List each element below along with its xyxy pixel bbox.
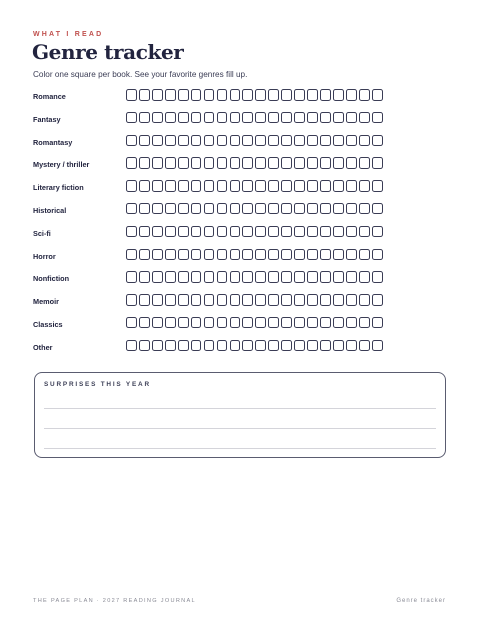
book-square[interactable] [255, 271, 266, 283]
book-square[interactable] [165, 271, 176, 283]
book-square[interactable] [242, 249, 253, 261]
book-square[interactable] [178, 340, 189, 352]
book-square[interactable] [204, 317, 215, 329]
book-square[interactable] [359, 249, 370, 261]
genre-row [33, 317, 413, 340]
book-square[interactable] [320, 271, 331, 283]
book-square[interactable] [372, 89, 383, 101]
book-square[interactable] [255, 226, 266, 238]
book-square[interactable] [165, 112, 176, 124]
book-square[interactable] [230, 317, 241, 329]
page-subtitle: Color one square per book. See your favorite genres fill up. [33, 70, 248, 79]
book-square[interactable] [294, 226, 305, 238]
book-square[interactable] [152, 203, 163, 215]
book-square[interactable] [191, 135, 202, 147]
book-square[interactable] [281, 180, 292, 192]
book-square[interactable] [281, 112, 292, 124]
book-square[interactable] [139, 317, 150, 329]
book-square[interactable] [191, 226, 202, 238]
book-squares [126, 203, 383, 215]
book-square[interactable] [204, 249, 215, 261]
book-square[interactable] [255, 249, 266, 261]
book-square[interactable] [126, 112, 137, 124]
book-square[interactable] [178, 249, 189, 261]
book-square[interactable] [139, 112, 150, 124]
book-square[interactable] [191, 112, 202, 124]
book-square[interactable] [126, 271, 137, 283]
book-square[interactable] [139, 89, 150, 101]
book-square[interactable] [242, 89, 253, 101]
book-square[interactable] [281, 271, 292, 283]
book-square[interactable] [320, 89, 331, 101]
book-square[interactable] [333, 294, 344, 306]
book-square[interactable] [268, 249, 279, 261]
book-square[interactable] [359, 89, 370, 101]
book-square[interactable] [255, 112, 266, 124]
genre-row [33, 89, 413, 112]
book-square[interactable] [204, 294, 215, 306]
book-square[interactable] [268, 317, 279, 329]
book-square[interactable] [320, 135, 331, 147]
book-square[interactable] [255, 317, 266, 329]
book-square[interactable] [230, 340, 241, 352]
book-square[interactable] [217, 340, 228, 352]
book-square[interactable] [320, 203, 331, 215]
book-square[interactable] [126, 317, 137, 329]
book-square[interactable] [217, 317, 228, 329]
book-square[interactable] [204, 226, 215, 238]
book-square[interactable] [191, 294, 202, 306]
book-squares [126, 226, 383, 238]
book-square[interactable] [346, 157, 357, 169]
genre-label: Other [33, 342, 53, 352]
genre-row [33, 249, 413, 272]
book-square[interactable] [126, 203, 137, 215]
book-square[interactable] [126, 180, 137, 192]
book-square[interactable] [204, 180, 215, 192]
book-square[interactable] [178, 112, 189, 124]
book-square[interactable] [217, 135, 228, 147]
book-square[interactable] [333, 180, 344, 192]
book-square[interactable] [307, 135, 318, 147]
book-square[interactable] [126, 135, 137, 147]
book-square[interactable] [178, 135, 189, 147]
book-square[interactable] [333, 89, 344, 101]
book-square[interactable] [204, 340, 215, 352]
book-square[interactable] [165, 89, 176, 101]
book-square[interactable] [217, 294, 228, 306]
footer-journal-name: THE PAGE PLAN · 2027 READING JOURNAL [33, 598, 196, 604]
book-square[interactable] [281, 203, 292, 215]
book-square[interactable] [333, 271, 344, 283]
book-square[interactable] [152, 112, 163, 124]
genre-row [33, 157, 413, 180]
book-square[interactable] [320, 294, 331, 306]
book-square[interactable] [165, 180, 176, 192]
genre-row [33, 294, 413, 317]
book-square[interactable] [230, 157, 241, 169]
book-square[interactable] [372, 271, 383, 283]
book-square[interactable] [294, 89, 305, 101]
book-square[interactable] [165, 317, 176, 329]
book-square[interactable] [359, 317, 370, 329]
book-square[interactable] [152, 157, 163, 169]
book-square[interactable] [217, 271, 228, 283]
book-square[interactable] [139, 157, 150, 169]
book-square[interactable] [307, 294, 318, 306]
book-square[interactable] [320, 249, 331, 261]
book-square[interactable] [307, 340, 318, 352]
book-square[interactable] [230, 135, 241, 147]
book-square[interactable] [346, 180, 357, 192]
book-squares [126, 157, 383, 169]
book-square[interactable] [191, 271, 202, 283]
book-squares [126, 112, 383, 124]
book-square[interactable] [178, 180, 189, 192]
genre-row [33, 340, 413, 363]
book-square[interactable] [255, 340, 266, 352]
book-square[interactable] [307, 271, 318, 283]
book-square[interactable] [333, 135, 344, 147]
book-square[interactable] [281, 89, 292, 101]
book-square[interactable] [139, 226, 150, 238]
book-square[interactable] [191, 317, 202, 329]
book-square[interactable] [126, 340, 137, 352]
book-square[interactable] [268, 294, 279, 306]
book-square[interactable] [242, 317, 253, 329]
book-square[interactable] [152, 271, 163, 283]
book-square[interactable] [217, 249, 228, 261]
book-square[interactable] [268, 203, 279, 215]
book-square[interactable] [126, 249, 137, 261]
book-square[interactable] [217, 180, 228, 192]
book-square[interactable] [152, 180, 163, 192]
book-square[interactable] [320, 112, 331, 124]
book-square[interactable] [255, 203, 266, 215]
book-square[interactable] [230, 89, 241, 101]
book-square[interactable] [217, 226, 228, 238]
book-square[interactable] [320, 317, 331, 329]
book-square[interactable] [320, 226, 331, 238]
book-square[interactable] [359, 271, 370, 283]
book-square[interactable] [294, 294, 305, 306]
book-square[interactable] [242, 180, 253, 192]
book-square[interactable] [230, 226, 241, 238]
book-square[interactable] [139, 203, 150, 215]
genre-label: Classics [33, 319, 63, 329]
book-square[interactable] [126, 89, 137, 101]
book-square[interactable] [346, 271, 357, 283]
book-squares [126, 340, 383, 352]
book-square[interactable] [165, 294, 176, 306]
footer-page-name: Genre tracker [396, 598, 446, 604]
book-square[interactable] [346, 249, 357, 261]
book-square[interactable] [126, 157, 137, 169]
book-square[interactable] [165, 203, 176, 215]
book-square[interactable] [217, 89, 228, 101]
book-square[interactable] [333, 340, 344, 352]
book-square[interactable] [139, 271, 150, 283]
book-square[interactable] [281, 317, 292, 329]
book-square[interactable] [204, 271, 215, 283]
book-squares [126, 180, 383, 192]
writing-line[interactable] [44, 428, 436, 429]
book-square[interactable] [346, 203, 357, 215]
book-square[interactable] [268, 157, 279, 169]
book-square[interactable] [230, 249, 241, 261]
book-square[interactable] [255, 89, 266, 101]
genre-row [33, 226, 413, 249]
book-square[interactable] [372, 226, 383, 238]
book-square[interactable] [372, 294, 383, 306]
book-square[interactable] [139, 340, 150, 352]
book-square[interactable] [178, 317, 189, 329]
book-square[interactable] [294, 135, 305, 147]
book-square[interactable] [242, 294, 253, 306]
genre-row [33, 180, 413, 203]
book-square[interactable] [152, 249, 163, 261]
book-square[interactable] [242, 157, 253, 169]
book-square[interactable] [307, 317, 318, 329]
book-square[interactable] [333, 317, 344, 329]
book-square[interactable] [294, 340, 305, 352]
book-square[interactable] [372, 112, 383, 124]
book-square[interactable] [268, 226, 279, 238]
book-square[interactable] [307, 180, 318, 192]
book-square[interactable] [255, 294, 266, 306]
book-square[interactable] [307, 249, 318, 261]
book-square[interactable] [333, 249, 344, 261]
genre-row [33, 271, 413, 294]
book-square[interactable] [268, 340, 279, 352]
book-square[interactable] [178, 157, 189, 169]
book-square[interactable] [165, 249, 176, 261]
book-square[interactable] [204, 157, 215, 169]
book-square[interactable] [294, 112, 305, 124]
book-square[interactable] [372, 203, 383, 215]
book-squares [126, 317, 383, 329]
book-square[interactable] [178, 203, 189, 215]
book-square[interactable] [281, 226, 292, 238]
book-square[interactable] [204, 89, 215, 101]
genre-label: Nonfiction [33, 274, 70, 284]
book-square[interactable] [372, 317, 383, 329]
book-square[interactable] [294, 317, 305, 329]
book-squares [126, 89, 383, 101]
book-square[interactable] [165, 226, 176, 238]
book-square[interactable] [178, 294, 189, 306]
book-square[interactable] [230, 271, 241, 283]
genre-label: Literary fiction [33, 183, 84, 193]
book-square[interactable] [281, 340, 292, 352]
book-square[interactable] [359, 157, 370, 169]
book-square[interactable] [165, 340, 176, 352]
book-square[interactable] [372, 180, 383, 192]
book-square[interactable] [359, 203, 370, 215]
book-square[interactable] [255, 180, 266, 192]
genre-label: Romantasy [33, 137, 73, 147]
book-square[interactable] [152, 226, 163, 238]
book-square[interactable] [191, 203, 202, 215]
book-square[interactable] [333, 157, 344, 169]
book-square[interactable] [372, 340, 383, 352]
book-square[interactable] [294, 203, 305, 215]
surprises-label: SURPRISES THIS YEAR [44, 381, 151, 388]
book-square[interactable] [268, 89, 279, 101]
book-square[interactable] [346, 112, 357, 124]
book-square[interactable] [307, 203, 318, 215]
book-square[interactable] [152, 89, 163, 101]
book-square[interactable] [294, 249, 305, 261]
book-square[interactable] [359, 135, 370, 147]
book-square[interactable] [333, 226, 344, 238]
book-square[interactable] [268, 180, 279, 192]
book-square[interactable] [346, 340, 357, 352]
book-square[interactable] [268, 271, 279, 283]
book-square[interactable] [359, 112, 370, 124]
book-square[interactable] [204, 112, 215, 124]
book-square[interactable] [242, 271, 253, 283]
book-square[interactable] [126, 294, 137, 306]
book-square[interactable] [281, 294, 292, 306]
book-squares [126, 135, 383, 147]
book-square[interactable] [359, 226, 370, 238]
book-square[interactable] [242, 203, 253, 215]
book-square[interactable] [139, 249, 150, 261]
book-square[interactable] [346, 135, 357, 147]
book-square[interactable] [294, 271, 305, 283]
book-square[interactable] [217, 203, 228, 215]
book-square[interactable] [230, 203, 241, 215]
genre-label: Sci-fi [33, 228, 51, 238]
book-square[interactable] [152, 294, 163, 306]
book-square[interactable] [204, 203, 215, 215]
book-square[interactable] [346, 294, 357, 306]
book-square[interactable] [152, 135, 163, 147]
book-square[interactable] [230, 180, 241, 192]
book-square[interactable] [242, 340, 253, 352]
book-square[interactable] [191, 249, 202, 261]
book-square[interactable] [139, 135, 150, 147]
book-square[interactable] [320, 340, 331, 352]
book-square[interactable] [359, 180, 370, 192]
book-square[interactable] [217, 112, 228, 124]
genre-tracker-list [33, 89, 413, 363]
book-square[interactable] [152, 317, 163, 329]
genre-label: Mystery / thriller [33, 160, 90, 170]
book-square[interactable] [255, 157, 266, 169]
genre-label: Romance [33, 92, 66, 101]
genre-label: Fantasy [33, 114, 61, 124]
surprises-box [34, 372, 446, 458]
book-square[interactable] [307, 112, 318, 124]
genre-label: Memoir [33, 297, 59, 307]
book-square[interactable] [359, 294, 370, 306]
book-square[interactable] [230, 294, 241, 306]
book-squares [126, 249, 383, 261]
book-square[interactable] [165, 157, 176, 169]
book-square[interactable] [346, 226, 357, 238]
book-square[interactable] [359, 340, 370, 352]
book-square[interactable] [191, 89, 202, 101]
book-squares [126, 271, 383, 283]
book-square[interactable] [268, 135, 279, 147]
book-square[interactable] [307, 226, 318, 238]
book-square[interactable] [204, 135, 215, 147]
writing-line[interactable] [44, 448, 436, 449]
book-square[interactable] [242, 112, 253, 124]
book-squares [126, 294, 383, 306]
book-square[interactable] [178, 271, 189, 283]
book-square[interactable] [294, 180, 305, 192]
book-square[interactable] [294, 157, 305, 169]
book-square[interactable] [126, 226, 137, 238]
genre-label: Historical [33, 205, 67, 215]
book-square[interactable] [178, 226, 189, 238]
book-square[interactable] [191, 180, 202, 192]
genre-row [33, 112, 413, 135]
book-square[interactable] [139, 180, 150, 192]
book-square[interactable] [281, 157, 292, 169]
book-square[interactable] [307, 89, 318, 101]
book-square[interactable] [178, 89, 189, 101]
book-square[interactable] [372, 135, 383, 147]
book-square[interactable] [372, 157, 383, 169]
book-square[interactable] [139, 294, 150, 306]
book-square[interactable] [333, 112, 344, 124]
page-title: Genre tracker [32, 40, 184, 64]
genre-row [33, 203, 413, 226]
book-square[interactable] [242, 135, 253, 147]
book-square[interactable] [255, 135, 266, 147]
book-square[interactable] [191, 340, 202, 352]
genre-row [33, 135, 413, 158]
book-square[interactable] [372, 249, 383, 261]
book-square[interactable] [165, 135, 176, 147]
book-square[interactable] [242, 226, 253, 238]
section-eyebrow: WHAT I READ [33, 31, 104, 38]
book-square[interactable] [217, 157, 228, 169]
book-square[interactable] [320, 157, 331, 169]
book-square[interactable] [333, 203, 344, 215]
book-square[interactable] [191, 157, 202, 169]
writing-line[interactable] [44, 408, 436, 409]
book-square[interactable] [281, 249, 292, 261]
book-square[interactable] [346, 89, 357, 101]
book-square[interactable] [346, 317, 357, 329]
genre-label: Horror [33, 251, 56, 261]
book-square[interactable] [268, 112, 279, 124]
book-square[interactable] [307, 157, 318, 169]
book-square[interactable] [230, 112, 241, 124]
book-square[interactable] [152, 340, 163, 352]
book-square[interactable] [320, 180, 331, 192]
book-square[interactable] [281, 135, 292, 147]
